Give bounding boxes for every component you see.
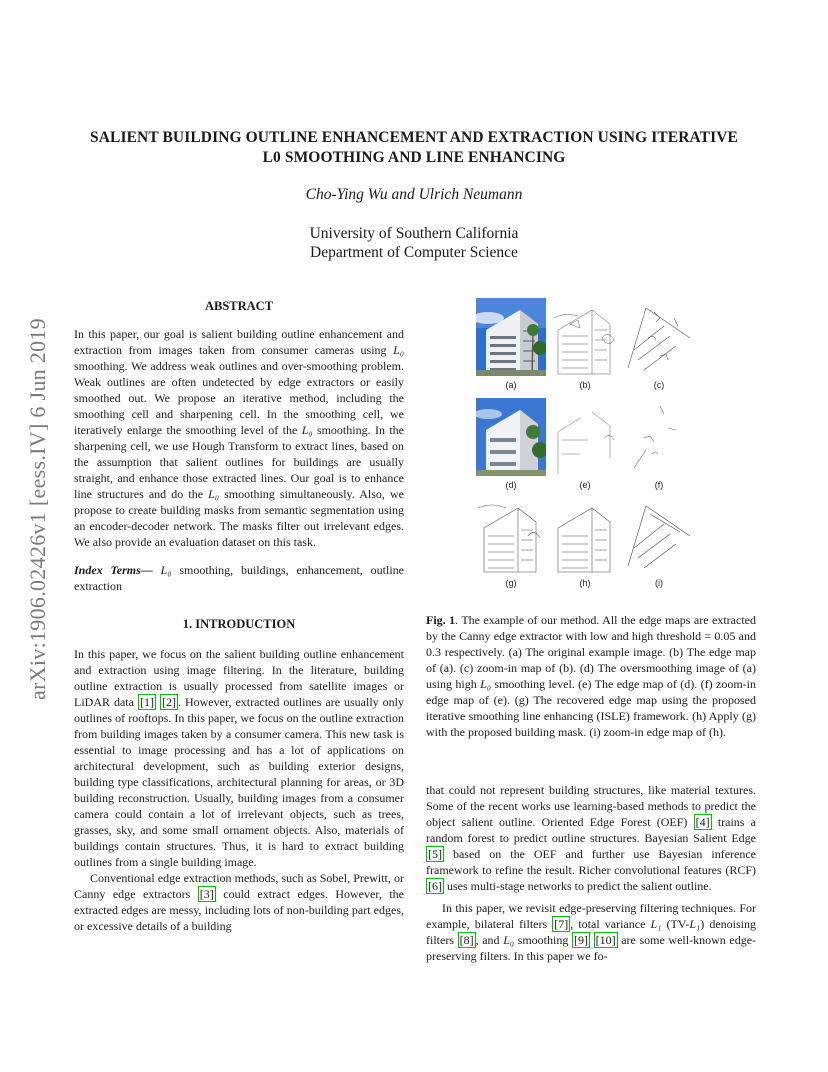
panel-label: (g): [505, 578, 517, 588]
affiliation-department: Department of Computer Science: [310, 244, 518, 261]
intro-heading: 1. INTRODUCTION: [182, 617, 296, 631]
abstract-text: In this paper, our goal is salient building outline enhancement and extraction from images taken from consumer cameras using L₀ smoothing. We address weak outlines and over-smoothing problem. Weak outlines are often undetected by edge extractors or easily smoothed out. We propose an iterative method, including the smoothing cell and sharpening cell. In the smoothing cell, we iteratively enlarge the smoothing level of the L₀ smoothing. In the sharpening cell, we use Hough Transform to extract lines, based on the assumption that salient outlines for buildings are usually straight, and enhance those extracted lines. Our goal is to enhance line structures and do the L₀ smoothing simultaneously. Also, we propose to create building masks from semantic segmentation using an encoder-decoder network. The masks filter out irrelevant edges. We also provide an evaluation dataset on this task.: [74, 327, 405, 549]
affiliation-university: University of Southern California: [309, 225, 519, 242]
related-work-paragraph: that could not represent building structures, like material textures. Some of the recent works use learning-based methods to predict the object salient outline. Oriented Edge Forest (OEF) [4] trains a random forest to predict outline structures. Bayesian Salient Edge [5] based on the OEF and further use Bayesian inference framework to refine the result. Richer convolutional features (RCF) [6] uses multi-stage networks to predict the salient outline.: [426, 783, 756, 893]
left-column: [74, 298, 404, 934]
zoom-edge-map-i: [624, 496, 694, 574]
citation-link[interactable]: [6]: [428, 879, 442, 893]
panel-label: (d): [505, 480, 517, 490]
figure-caption: Fig. 1. The example of our method. All the edge maps are extracted by the Canny edge extractor with low and high threshold = 0.05 and 0.3 respectively. (a) The original example image. (b) The edge map of (a). (c) zoom-in map of (b). (d) The oversmoothing image of (a) using high L₀ smoothing level. (e) The edge map of (d). (f) zoom-in edge map of (e). (g) The recovered edge map using the proposed iterative smoothing line enhancing (ISLE) framework. (h) Apply (g) with the proposed building mask. (i) zoom-in edge map of (h).: [426, 613, 757, 739]
citation-link[interactable]: [9]: [573, 933, 588, 947]
zoom-edge-map-c: [624, 298, 694, 376]
citation-link[interactable]: [8]: [459, 933, 474, 947]
authors: Cho-Ying Wu and Ulrich Neumann: [305, 186, 523, 203]
masked-edge-map-h: [550, 496, 620, 574]
abstract-heading: ABSTRACT: [204, 299, 274, 313]
zoom-edge-map-f: [624, 398, 694, 476]
edge-map-b: [550, 298, 620, 376]
panel-label: (f): [654, 480, 664, 490]
title-line-1: SALIENT BUILDING OUTLINE ENHANCEMENT AND EXTRACTION USING ITERATIVE: [90, 129, 738, 146]
citation-link[interactable]: [10]: [595, 933, 616, 947]
building-photo-a: [476, 298, 546, 376]
recovered-edge-map-g: [476, 496, 546, 574]
right-column: [426, 782, 756, 964]
panel-label: (e): [579, 480, 591, 490]
panel-label: (h): [579, 578, 591, 588]
title-line-2: L0 SMOOTHING AND LINE ENHANCING: [262, 149, 566, 166]
edge-map-e: [550, 398, 620, 476]
citation-link[interactable]: [5]: [428, 847, 442, 861]
panel-label: (b): [579, 380, 591, 390]
figure-1: [476, 298, 694, 590]
paper-title: [60, 128, 768, 168]
intro-paragraph-1: In this paper, we focus on the salient building outline enhancement and extraction using image filtering. In the literature, building outline extraction is usually processed from satellite images or LiDAR data [1] [2] . However, extracted outlines are usually only outlines of rooftops. In this paper, we focus on the outline extraction from building images taken by a consumer camera. This new task is essential to image processing and has a lot of applications on architectural development, such as building exterior designs, building type classifications, architectural planning for areas, or 3D building reconstruction. Usually, building images from a consumer camera could contain a lot of irrelevant objects, such as trees, grasses, sky, and some small ornament objects. Also, materials of buildings contain structures. Thus, it is hard to extract building outlines from a single building image.: [74, 647, 404, 869]
citation-link[interactable]: [4]: [695, 815, 710, 829]
oversmoothed-photo-d: [476, 398, 546, 476]
panel-label: (a): [505, 380, 517, 390]
citation-link[interactable]: [7]: [554, 917, 569, 931]
intro-paragraph-2: Conventional edge extraction methods, such as Sobel, Prewitt, or Canny edge extractors [3] could extract edges. However, the extracted edges are messy, including lots of non-building part edges, or excessive details of a building: [74, 871, 404, 933]
arxiv-stamp: arXiv:1906.02426v1 [eess.IV] 6 Jun 2019: [25, 318, 50, 700]
citation-link[interactable]: [2]: [161, 695, 176, 709]
panel-label: (i): [655, 578, 663, 588]
panel-label: (c): [653, 380, 665, 390]
affiliation: [0, 224, 828, 262]
citation-link[interactable]: [3]: [199, 887, 214, 901]
citation-link[interactable]: [1]: [139, 695, 154, 709]
index-terms: Index Terms— L₀ smoothing, buildings, enhancement, outline extraction: [74, 563, 404, 593]
filters-paragraph: In this paper, we revisit edge-preserving filtering techniques. For example, bilateral filters [7] , total variance L₁ (TV-L₁) denoising filters [8] , and L₀ smoothing [9] [10] are some well-known edge-preserving filters. In this paper we fo-: [426, 901, 757, 963]
